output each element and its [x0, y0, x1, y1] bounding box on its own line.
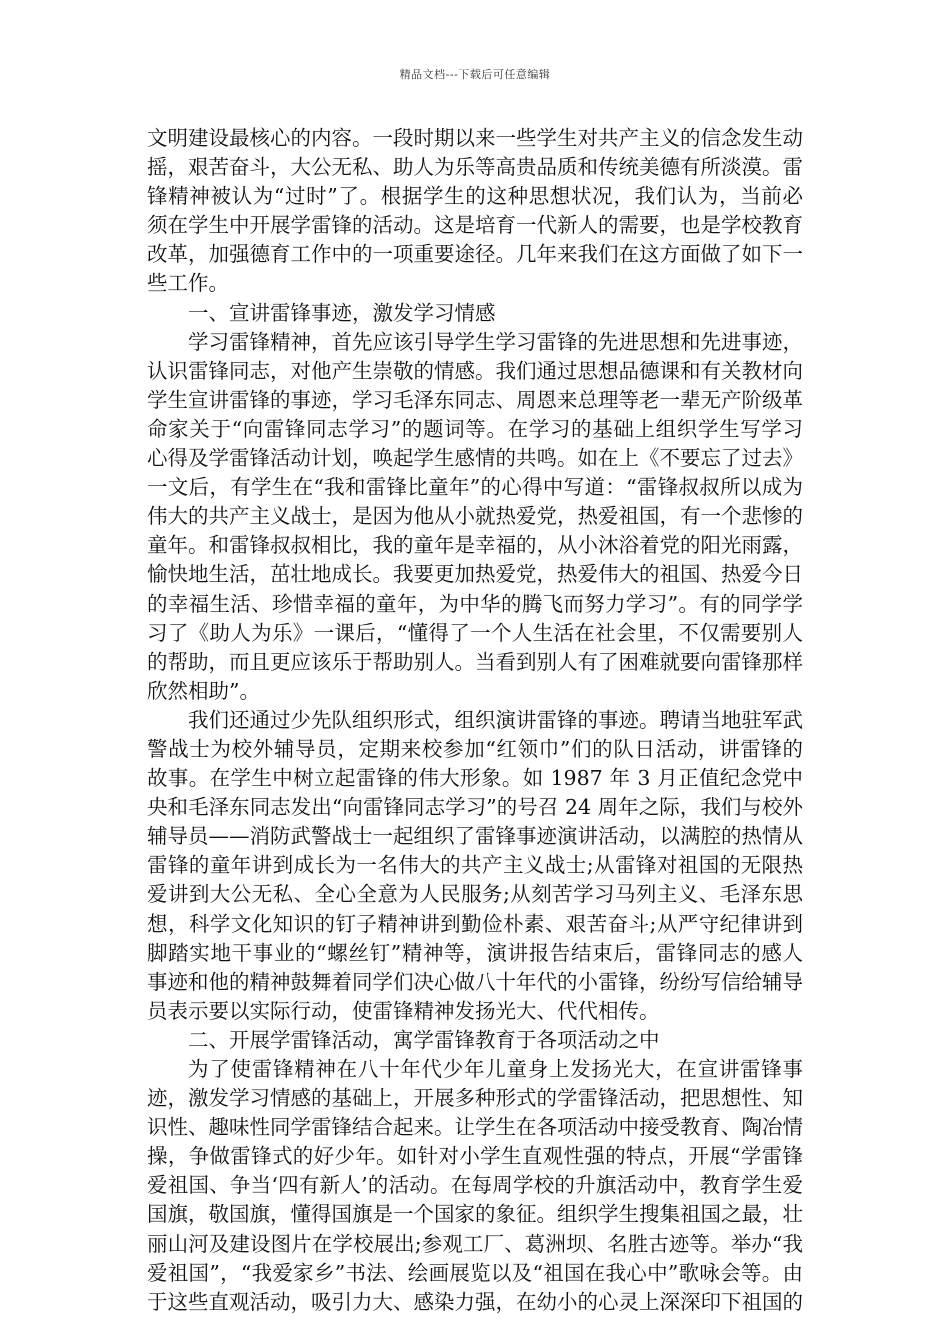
paragraph-activities: 为了使雷锋精神在八十年代少年儿童身上发扬光大，在宣讲雷锋事迹，激发学习情感的基础上，开展多种形式的学雷锋活动，把思想性、知识性、趣味性同学雷锋结合起来。让学生在各项活动中接受教育、陶冶情操，争做雷锋式的好少年。如针对小学生直观性强的特点，开展“学雷锋爱祖国、争当‘四有新人’的活动。在每周学校的升旗活动中，教育学生爱国旗，敬国旗，懂得国旗是一个国家的象征。组织学生搜集祖国之最，壮丽山河及建设图片在学校展出;参观工厂、葛洲坝、名胜古迹等。举办“我爱祖国”，“我爱家乡”书法、绘画展览以及“祖国在我心中”歌咏会等。由于这些直观活动，吸引力大、感染力强，在幼小的心灵上深深印下祖国的: [147, 1057, 803, 1314]
paragraph-study-spirit: 学习雷锋精神，首先应该引导学生学习雷锋的先进思想和先进事迹，认识雷锋同志，对他产生崇敬的情感。我们通过思想品德课和有关教材向学生宣讲雷锋的事迹，学习毛泽东同志、周恩来总理等老一辈无产阶级革命家关于“向雷锋同志学习”的题词等。在学习的基础上组织学生写学习心得及学雷锋活动计划，唤起学生感情的共鸣。如在上《不要忘了过去》一文后，有学生在“我和雷锋比童年”的心得中写道：“雷锋叔叔所以成为伟大的共产主义战士，是因为他从小就热爱党，热爱祖国，有一个悲惨的童年。和雷锋叔叔相比，我的童年是幸福的，从小沐浴着党的阳光雨露，愉快地生活，茁壮地成长。我要更加热爱党，热爱伟大的祖国、热爱今日的幸福生活、珍惜幸福的童年，为中华的腾飞而努力学习”。有的同学学习了《助人为乐》一课后，“懂得了一个人生活在社会里，不仅需要别人的帮助，而且更应该乐于帮助别人。当看到别人有了困难就要向雷锋那样欣然相助”。: [147, 329, 803, 703]
paragraph-intro: 文明建设最核心的内容。一段时期以来一些学生对共产主义的信念发生动摇，艰苦奋斗，大公无私、助人为乐等高贵品质和传统美德有所淡漠。雷锋精神被认为“过时”了。根据学生的这种思想状况，我们认为，当前必须在学生中开展学雷锋的活动。这是培育一代新人的需要，也是学校教育改革，加强德育工作中的一项重要途径。几年来我们在这方面做了如下一些工作。: [147, 126, 803, 296]
document-body: [147, 124, 803, 1317]
section-heading-1: 一、宣讲雷锋事迹，激发学习情感: [188, 300, 496, 325]
page-header: 精品文档---下载后可任意编辑: [399, 68, 551, 81]
section-heading-2: 二、开展学雷锋活动，寓学雷锋教育于各项活动之中: [188, 1027, 660, 1052]
paragraph-speech-activity: 我们还通过少先队组织形式，组织演讲雷锋的事迹。聘请当地驻军武警战士为校外辅导员，定期来校参加“红领巾”们的队日活动，讲雷锋的故事。在学生中树立起雷锋的伟大形象。如 1987 年 3 月正值纪念党中央和毛泽东同志发出“向雷锋同志学习”的号召 24 周年之际，我们与校外辅导员——消防武警战士一起组织了雷锋事迹演讲活动，以满腔的热情从雷锋的童年讲到成长为一名伟大的共产主义战士;从雷锋对祖国的无限热爱讲到大公无私、全心全意为人民服务;从刻苦学习马列主义、毛泽东思想，科学文化知识的钉子精神讲到勤俭朴素、艰苦奋斗;从严守纪律讲到脚踏实地干事业的“螺丝钉”精神等，演讲报告结束后，雷锋同志的感人事迹和他的精神鼓舞着同学们决心做八十年代的小雷锋，纷纷写信给辅导员表示要以实际行动，使雷锋精神发扬光大、代代相传。: [147, 707, 803, 1023]
